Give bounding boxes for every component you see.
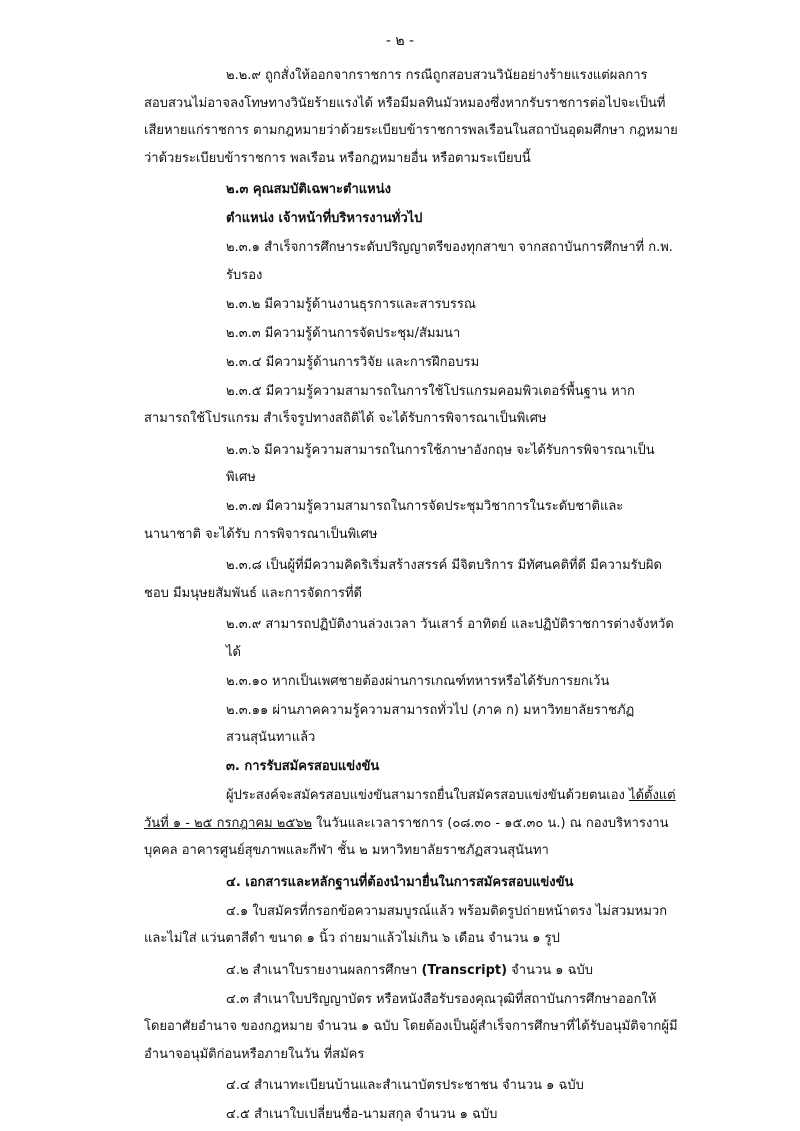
transcript-label: (Transcript)	[421, 962, 508, 978]
qualification-6: ๒.๓.๖ มีความรู้ความสามารถในการใช้ภาษาอังกฤษ จะได้รับการพิจารณาเป็นพิเศษ	[226, 442, 655, 485]
qualification-9: ๒.๓.๙ สามารถปฏิบัติงานล่วงเวลา วันเสาร์ อาทิตย์ และปฏิบัติราชการต่างจังหวัดได้	[226, 617, 674, 660]
qualification-1: ๒.๓.๑ สำเร็จการศึกษาระดับปริญญาตรีของทุกสาขา จากสถาบันการศึกษาที่ ก.พ. รับรอง	[226, 240, 673, 283]
heading-3: ๓. การรับสมัครสอบแข่งขัน	[226, 759, 380, 774]
document-item-2	[144, 957, 678, 985]
paragraph-2-2-9: ๒.๒.๙ ถูกสั่งให้ออกจากราชการ กรณีถูกสอบสวนวินัยอย่างร้ายแรงแต่ผลการสอบสวนไม่อาจลงโทษทางวินัยร้ายแรงได้ หรือมีมลทินมัวหมองซึ่งหากรับราชการต่อไปจะเป็นที่เสียหายแก่ราชการ ตามกฎหมายว่าด้วยระเบียบข้าราชการพลเรือนในสถาบันอุดมศึกษา กฎหมายว่าด้วยระเบียบข้าราชการ พลเรือน หรือกฎหมายอื่น หรือตามระเบียบนี้	[144, 68, 678, 166]
application-date: ได้ตั้งแต่วันที่ ๑ - ๒๕ กรกฎาคม ๒๕๖๒	[144, 788, 676, 831]
page-number: - ๒ -	[385, 33, 415, 49]
qualification-10: ๒.๓.๑๐ หากเป็นเพศชายต้องผ่านการเกณฑ์ทหารหรือได้รับการยกเว้น	[226, 673, 610, 689]
qualification-2: ๒.๓.๒ มีความรู้ด้านงานธุรการและสารบรรณ	[226, 296, 476, 312]
application-text-post: ในวันและเวลาราชการ (๐๘.๓๐ - ๑๕.๓๐ น.) ณ กองบริหารงานบุคคล อาคารศูนย์สุขภาพและกีฬา ชั้น ๒ มหาวิทยาลัยราชภัฏสวนสุนันทา	[144, 815, 669, 858]
application-paragraph	[144, 782, 678, 865]
document-body	[144, 62, 678, 1130]
heading-position: ตำแหน่ง เจ้าหน้าที่บริหารงานทั่วไป	[226, 211, 423, 226]
application-text-pre: ผู้ประสงค์จะสมัครสอบแข่งขันสามารถยื่นใบสมัครสอบแข่งขันด้วยตนเอง	[226, 788, 630, 803]
qualification-4: ๒.๓.๔ มีความรู้ด้านการวิจัย และการฝึกอบรม	[226, 354, 480, 370]
document-item-2-pre: ๔.๒ สำเนาใบรายงานผลการศึกษา	[226, 962, 422, 978]
qualification-8: ๒.๓.๘ เป็นผู้ที่มีความคิดริเริ่มสร้างสรรค์ มีจิตบริการ มีทัศนคติที่ดี มีความรับผิดชอบ มีมนุษยสัมพันธ์ และการจัดการที่ดี	[144, 558, 662, 601]
heading-4: ๔. เอกสารและหลักฐานที่ต้องนำมายื่นในการสมัครสอบแข่งขัน	[226, 874, 574, 890]
qualification-5: ๒.๓.๕ มีความรู้ความสามารถในการใช้โปรแกรมคอมพิวเตอร์พื้นฐาน หากสามารถใช้โปรแกรม สำเร็จรูปทางสถิติได้ จะได้รับการพิจารณาเป็นพิเศษ	[144, 383, 635, 426]
qualification-11: ๒.๓.๑๑ ผ่านภาคความรู้ความสามารถทั่วไป (ภาค ก) มหาวิทยาลัยราชภัฏสวนสุนันทาแล้ว	[226, 702, 635, 745]
document-item-4: ๔.๔ สำเนาทะเบียนบ้านและสำเนาบัตรประชาชน จำนวน ๑ ฉบับ	[226, 1078, 584, 1093]
qualification-3: ๒.๓.๓ มีความรู้ด้านการจัดประชุม/สัมมนา	[226, 325, 461, 341]
document-item-2-post: จำนวน ๑ ฉบับ	[507, 962, 594, 978]
document-item-5: ๔.๕ สำเนาใบเปลี่ยนชื่อ-นามสกุล จำนวน ๑ ฉบับ	[226, 1107, 498, 1122]
heading-2-3: ๒.๓ คุณสมบัติเฉพาะตำแหน่ง	[226, 182, 391, 197]
document-item-3: ๔.๓ สำเนาใบปริญญาบัตร หรือหนังสือรับรองคุณวุฒิที่สถาบันการศึกษาออกให้ โดยอาศัยอำนาจ ของกฎหมาย จำนวน ๑ ฉบับ โดยต้องเป็นผู้สำเร็จการศึกษาที่ได้รับอนุมัติจากผู้มีอำนาจอนุมัติก่อนหรือภายในวัน ที่สมัคร	[144, 991, 678, 1062]
document-item-1: ๔.๑ ใบสมัครที่กรอกข้อความสมบูรณ์แล้ว พร้อมติดรูปถ่ายหน้าตรง ไม่สวมหมวกและไม่ใส่ แว่นตาสีดำ ขนาด ๑ นิ้ว ถ่ายมาแล้วไม่เกิน ๖ เดือน จำนวน ๑ รูป	[144, 903, 668, 946]
qualification-7: ๒.๓.๗ มีความรู้ความสามารถในการจัดประชุมวิชาการในระดับชาติและนานาชาติ จะได้รับ การพิจารณาเป็นพิเศษ	[144, 499, 624, 542]
